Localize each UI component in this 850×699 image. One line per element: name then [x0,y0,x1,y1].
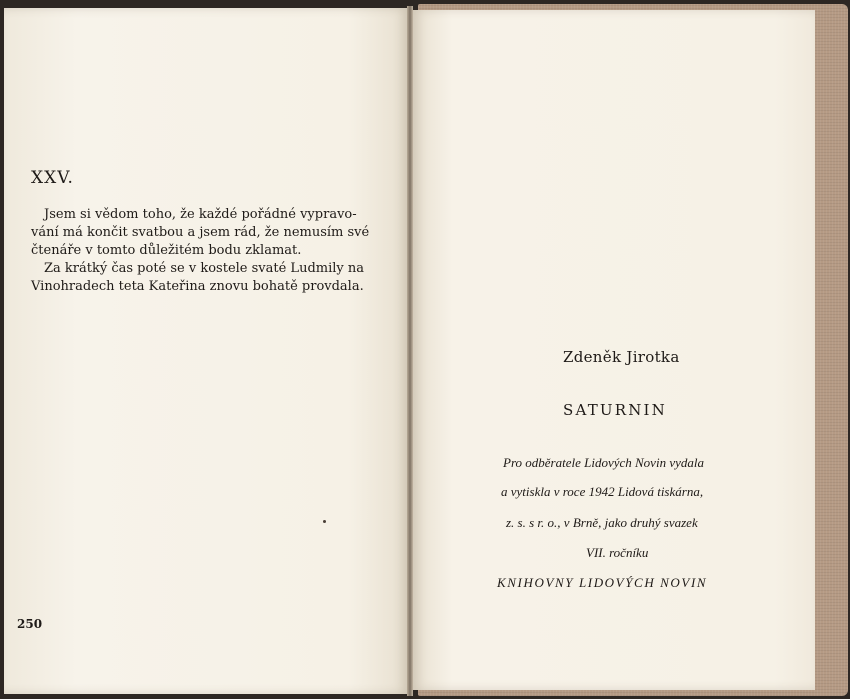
colophon-line: Pro odběratele Lidových Novin vydala [503,455,704,470]
series-name: KNIHOVNY LIDOVÝCH NOVIN [497,575,708,590]
paragraph-line: Vinohradech teta Kateřina znovu bohatě provdala. [31,279,364,294]
paragraph-line: Jsem si vědom toho, že každé pořádné vypravo- [44,207,357,222]
book-title: SATURNIN [563,401,668,419]
colophon-line: VII. ročníku [586,545,649,560]
author-name: Zdeněk Jirotka [563,348,680,366]
colophon-line: z. s. s r. o., v Brně, jako druhý svazek [506,515,698,530]
book-gutter [407,6,413,696]
page-number: 250 [17,617,43,631]
chapter-heading: XXV. [31,168,74,188]
paragraph-line: vání má končit svatbou a jsem rád, že nemusím své [31,225,370,240]
paragraph-line: Za krátký čas poté se v kostele svaté Ludmily na [44,261,365,276]
left-page [4,8,409,694]
ink-speck [323,520,326,523]
colophon-line: a vytiskla v roce 1942 Lidová tiskárna, [501,484,704,499]
paragraph-line: čtenáře v tomto důležitém bodu zklamat. [31,243,302,258]
